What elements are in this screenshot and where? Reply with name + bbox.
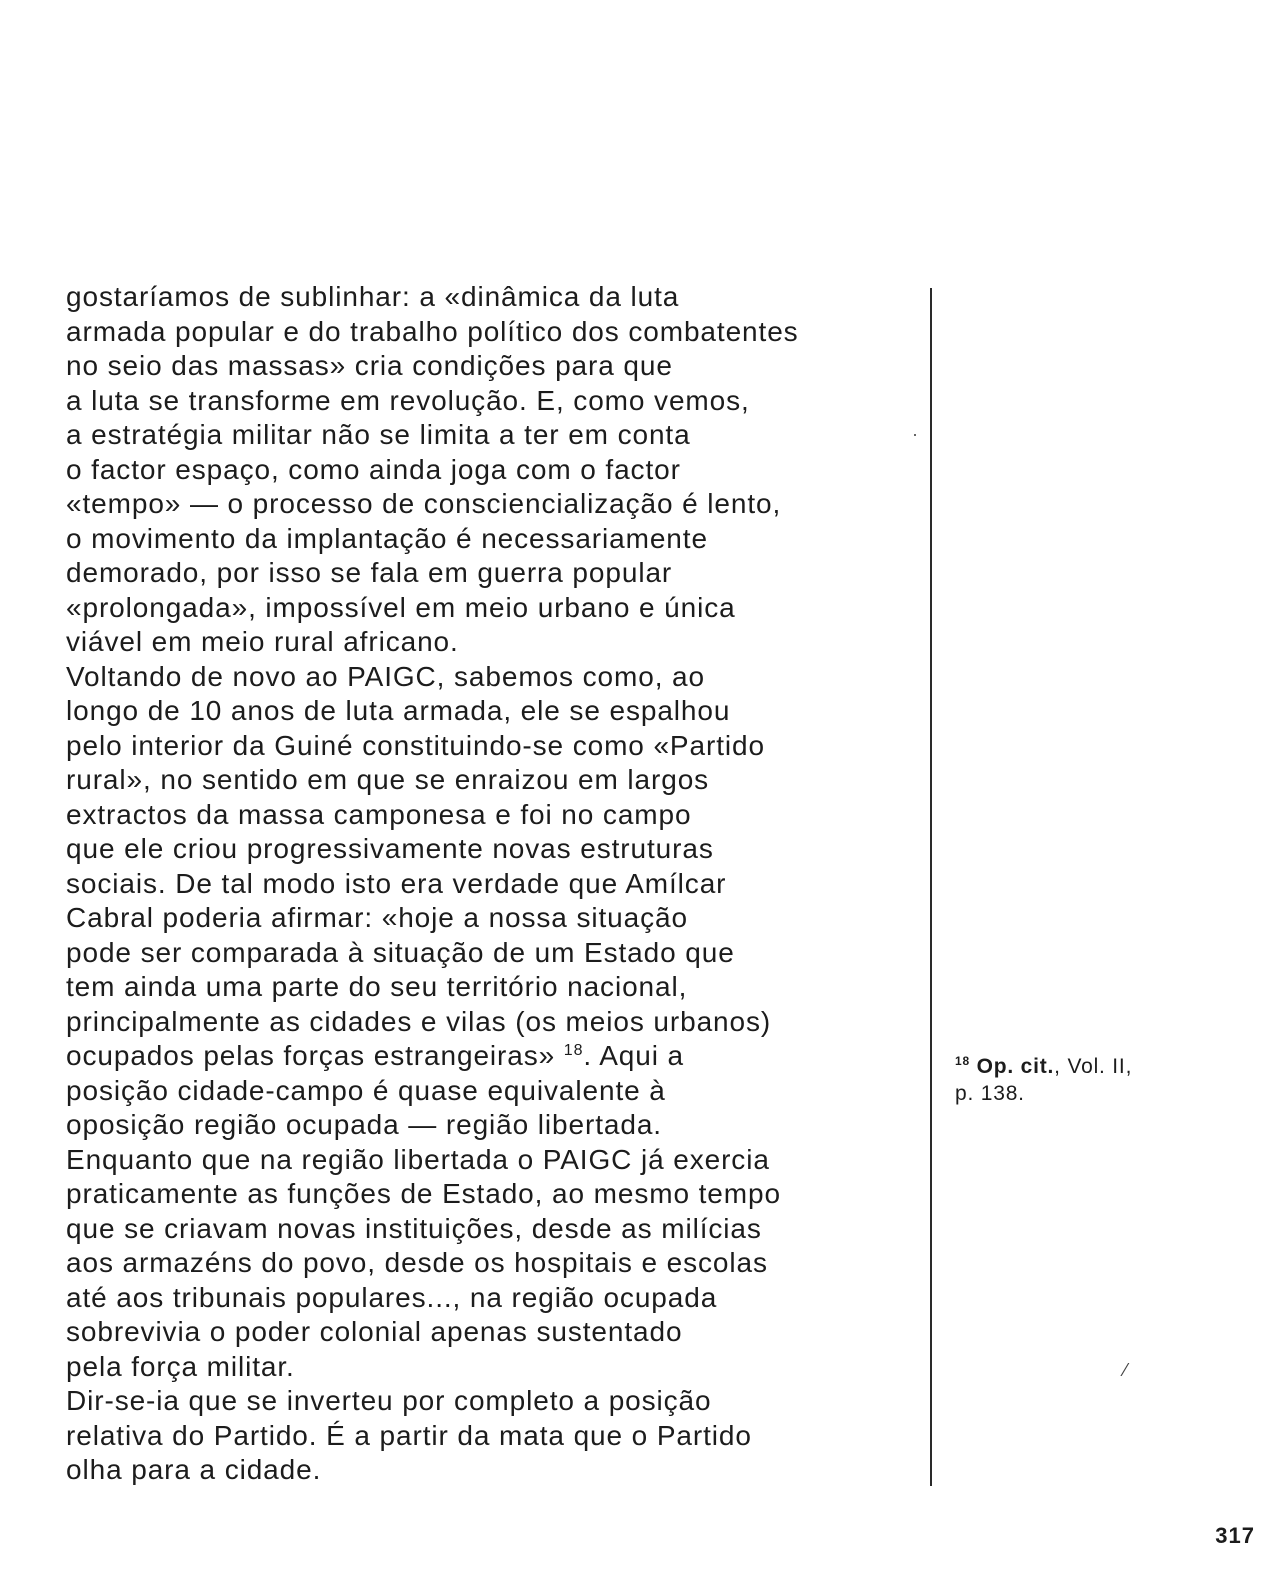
footnote-source: Op. cit. bbox=[976, 1055, 1055, 1078]
scan-mark: ⁄ bbox=[1124, 1360, 1128, 1380]
body-line: olha para a cidade. bbox=[66, 1454, 322, 1485]
margin-rule bbox=[930, 288, 932, 1486]
body-line-with-footnote-ref bbox=[66, 1039, 926, 1074]
body-line: Dir-se-ia que se inverteu por completo a posição bbox=[66, 1385, 712, 1416]
body-line: que se criavam novas instituições, desde as milícias bbox=[66, 1212, 762, 1244]
margin-footnote bbox=[955, 1048, 1255, 1107]
body-line: a luta se transforme em revolução. E, como vemos, bbox=[66, 384, 750, 416]
body-line: no seio das massas» cria condições para que bbox=[66, 350, 673, 381]
body-line: armada popular e do trabalho político dos combatentes bbox=[66, 315, 799, 347]
body-line: aos armazéns do povo, desde os hospitais e escolas bbox=[66, 1247, 768, 1278]
footnote-number: 18 bbox=[955, 1054, 970, 1068]
body-line: tem ainda uma parte do seu território nacional, bbox=[66, 971, 688, 1002]
body-line: a estratégia militar não se limita a ter em conta bbox=[66, 419, 691, 450]
body-line: viável em meio rural africano. bbox=[66, 626, 459, 657]
ref-line-before: ocupados pelas forças estrangeiras» bbox=[66, 1040, 564, 1071]
body-line: rural», no sentido em que se enraizou em largos bbox=[66, 764, 710, 795]
body-line: «tempo» — o processo de consciencialização é lento, bbox=[66, 488, 782, 519]
body-line: relativa do Partido. É a partir da mata que o Partido bbox=[66, 1419, 752, 1451]
body-line: oposição região ocupada — região libertada. bbox=[66, 1109, 662, 1140]
body-line: «prolongada», impossível em meio urbano e única bbox=[66, 591, 736, 623]
body-line: demorado, por isso se fala em guerra popular bbox=[66, 557, 673, 588]
body-line: extractos da massa camponesa e foi no campo bbox=[66, 798, 692, 830]
body-line: praticamente as funções de Estado, ao mesmo tempo bbox=[66, 1178, 781, 1209]
body-line: Enquanto que na região libertada o PAIGC já exercia bbox=[66, 1143, 770, 1175]
footnote-line-1 bbox=[955, 1048, 1255, 1080]
body-paragraph-block-2 bbox=[66, 1074, 926, 1488]
body-line: longo de 10 anos de luta armada, ele se espalhou bbox=[66, 695, 731, 726]
body-paragraph-block bbox=[66, 280, 926, 1039]
page-number: 317 bbox=[1215, 1523, 1255, 1548]
footnote-line-2: p. 138. bbox=[955, 1082, 1025, 1105]
body-line: Cabral poderia afirmar: «hoje a nossa situação bbox=[66, 902, 688, 933]
body-line: sobrevivia o poder colonial apenas sustentado bbox=[66, 1316, 683, 1347]
body-line: o factor espaço, como ainda joga com o factor bbox=[66, 453, 681, 485]
scan-speck bbox=[914, 434, 916, 436]
body-line: até aos tribunais populares..., na região ocupada bbox=[66, 1281, 718, 1313]
body-line: posição cidade-campo é quase equivalente à bbox=[66, 1074, 666, 1106]
body-line: pela força militar. bbox=[66, 1350, 295, 1382]
body-line: pode ser comparada à situação de um Estado que bbox=[66, 936, 735, 968]
body-line: principalmente as cidades e vilas (os meios urbanos) bbox=[66, 1005, 772, 1037]
body-text bbox=[66, 280, 926, 1488]
body-line: gostaríamos de sublinhar: a «dinâmica da luta bbox=[66, 281, 680, 312]
footnote-reference[interactable]: 18 bbox=[563, 1042, 584, 1059]
body-line: sociais. De tal modo isto era verdade que Amílcar bbox=[66, 867, 727, 899]
body-line: que ele criou progressivamente novas estruturas bbox=[66, 833, 714, 864]
body-line: pelo interior da Guiné constituindo-se como «Partido bbox=[66, 729, 765, 761]
footnote-volume: , Vol. II, bbox=[1054, 1055, 1133, 1078]
body-line: o movimento da implantação é necessariamente bbox=[66, 522, 708, 554]
body-line: Voltando de novo ao PAIGC, sabemos como, ao bbox=[66, 660, 705, 692]
ref-line-after: . Aqui a bbox=[583, 1040, 685, 1071]
